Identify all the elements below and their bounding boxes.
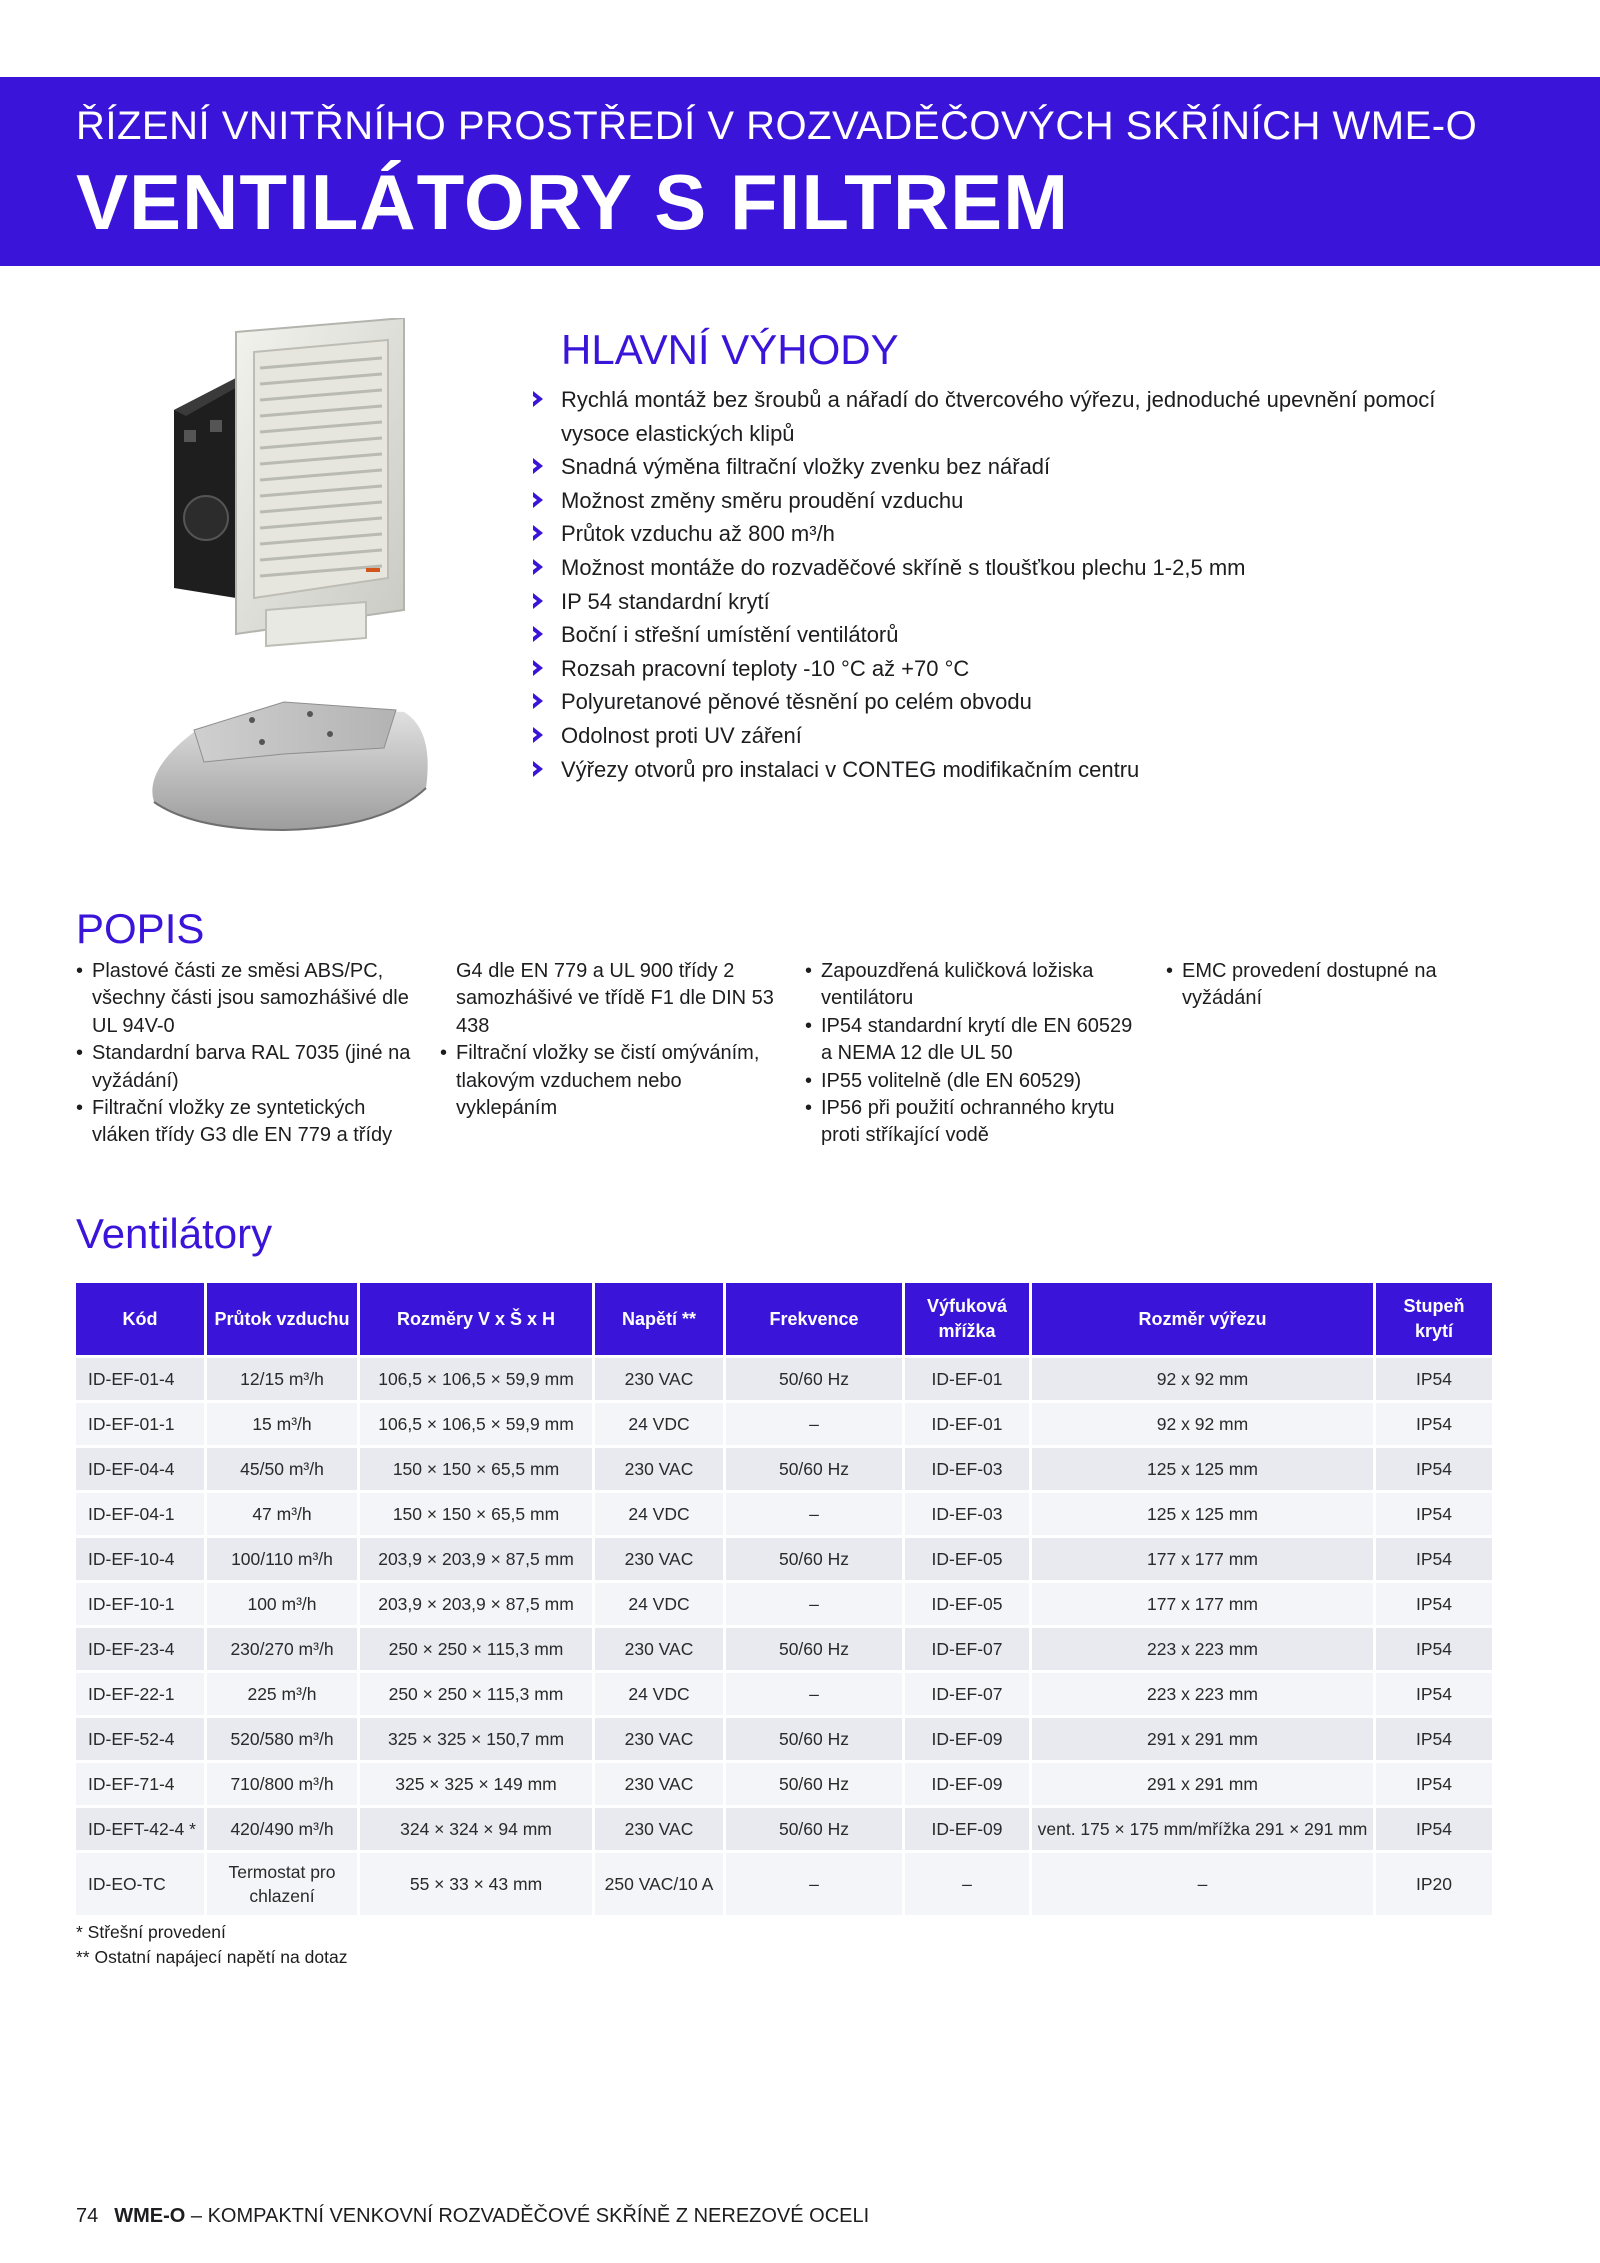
chevron-right-icon (531, 390, 545, 408)
table-cell: 250 × 250 × 115,3 mm (357, 1670, 592, 1715)
table-cell: IP54 (1373, 1625, 1492, 1670)
bullet-icon: • (440, 1042, 448, 1065)
list-item: Možnost změny směru proudění vzduchu (530, 484, 1490, 518)
table-cell: 92 x 92 mm (1029, 1400, 1373, 1445)
list-item: Výřezy otvorů pro instalaci v CONTEG modifikačním centru (530, 753, 1490, 787)
chevron-right-icon (531, 760, 545, 778)
description-title: POPIS (76, 905, 205, 952)
table-cell: ID-EF-05 (902, 1580, 1029, 1625)
footer-text: – KOMPAKTNÍ VENKOVNÍ ROZVADĚČOVÉ SKŘÍNĚ Z NEREZOVÉ OCELI (185, 2205, 870, 2227)
list-item: Boční i střešní umístění ventilátorů (530, 618, 1490, 652)
roof-fan-image (134, 690, 434, 840)
bullet-icon: • (76, 1042, 84, 1065)
table-cell: 203,9 × 203,9 × 87,5 mm (357, 1535, 592, 1580)
table-header-row (76, 1283, 1492, 1355)
chevron-right-icon (531, 592, 545, 610)
table-row (76, 1535, 1492, 1580)
table-cell: 106,5 × 106,5 × 59,9 mm (357, 1400, 592, 1445)
advantages-list (530, 383, 1490, 786)
table-cell: 325 × 325 × 149 mm (357, 1760, 592, 1805)
table-cell: Termostat pro chlazení (204, 1850, 357, 1915)
table-cell: 230 VAC (592, 1445, 723, 1490)
advantages-title: HLAVNÍ VÝHODY (561, 326, 899, 373)
table-cell: ID-EF-71-4 (76, 1760, 204, 1805)
table-cell: 24 VDC (592, 1490, 723, 1535)
table-cell: ID-EF-03 (902, 1445, 1029, 1490)
chevron-right-icon (531, 558, 545, 576)
table-cell: 100/110 m³/h (204, 1535, 357, 1580)
table-cell: 291 x 291 mm (1029, 1715, 1373, 1760)
table-cell: ID-EF-01 (902, 1400, 1029, 1445)
table-row (76, 1625, 1492, 1670)
list-item: • Filtrační vložky ze syntetických vláken třídy G3 dle EN 779 a třídy (76, 1097, 393, 1147)
table-cell: 223 x 223 mm (1029, 1670, 1373, 1715)
bullet-icon: • (76, 1097, 84, 1120)
list-item: • Standardní barva RAL 7035 (jiné na vyžádání) (76, 1042, 411, 1092)
list-item: • Plastové části ze směsi ABS/PC, všechny části jsou samozhášivé dle UL 94V-0 (76, 960, 409, 1037)
table-cell: 150 × 150 × 65,5 mm (357, 1490, 592, 1535)
table-row (76, 1355, 1492, 1400)
table-cell: ID-EF-07 (902, 1670, 1029, 1715)
table-cell: ID-EF-07 (902, 1625, 1029, 1670)
bullet-icon: • (805, 1014, 813, 1037)
table-cell: 230 VAC (592, 1625, 723, 1670)
table-cell: IP20 (1373, 1850, 1492, 1915)
table-cell: ID-EF-52-4 (76, 1715, 204, 1760)
table-cell: 50/60 Hz (723, 1535, 902, 1580)
column-header-cutout-size: Rozměr výřezu (1029, 1283, 1373, 1355)
table-cell: ID-EF-03 (902, 1490, 1029, 1535)
table-cell: IP54 (1373, 1355, 1492, 1400)
list-item: • Zapouzdřená kuličková ložiska ventilátoru (805, 960, 1094, 1010)
list-item: Polyuretanové pěnové těsnění po celém obvodu (530, 685, 1490, 719)
list-item: • IP55 volitelně (dle EN 60529) (805, 1068, 1145, 1095)
table-cell: ID-EF-01-4 (76, 1355, 204, 1400)
table-row (76, 1580, 1492, 1625)
table-cell: 50/60 Hz (723, 1715, 902, 1760)
table-cell: 45/50 m³/h (204, 1445, 357, 1490)
table-cell: 125 x 125 mm (1029, 1445, 1373, 1490)
page-footer (76, 2205, 869, 2228)
table-cell: 50/60 Hz (723, 1355, 902, 1400)
list-item: Rozsah pracovní teploty -10 °C až +70 °C (530, 652, 1490, 686)
table-cell: 250 × 250 × 115,3 mm (357, 1625, 592, 1670)
table-cell: 50/60 Hz (723, 1805, 902, 1850)
table-cell: 230 VAC (592, 1805, 723, 1850)
list-item: • IP54 standardní krytí dle EN 60529 a NEMA 12 dle UL 50 (805, 1014, 1133, 1065)
column-header-dimensions: Rozměry V x Š x H (357, 1283, 592, 1355)
table-cell: – (723, 1670, 902, 1715)
table-footnotes (76, 1920, 347, 1970)
table-cell: 24 VDC (592, 1670, 723, 1715)
table-cell: IP54 (1373, 1670, 1492, 1715)
column-header-protection: Stupeň krytí (1373, 1283, 1492, 1355)
table-row (76, 1445, 1492, 1490)
table-cell: 230 VAC (592, 1535, 723, 1580)
page-title: VENTILÁTORY S FILTREM (76, 158, 1070, 246)
chevron-right-icon (531, 659, 545, 677)
list-item: • Filtrační vložky se čistí omýváním, tlakovým vzduchem nebo vyklepáním (440, 1042, 760, 1120)
chevron-right-icon (531, 692, 545, 710)
table-cell: ID-EF-22-1 (76, 1670, 204, 1715)
table-row (76, 1805, 1492, 1850)
description-column-4 (1166, 958, 1506, 1013)
bullet-icon: • (805, 960, 813, 982)
bullet-icon: • (805, 1097, 813, 1120)
header-supertitle: ŘÍZENÍ VNITŘNÍHO PROSTŘEDÍ V ROZVADĚČOVÝCH SKŘÍNÍCH WME-O (76, 104, 1478, 148)
table-cell: 420/490 m³/h (204, 1805, 357, 1850)
table-cell: 230 VAC (592, 1715, 723, 1760)
table-cell: 325 × 325 × 150,7 mm (357, 1715, 592, 1760)
chevron-right-icon (531, 457, 545, 475)
list-item: • EMC provedení dostupné na vyžádání (1166, 960, 1437, 1010)
table-cell: 100 m³/h (204, 1580, 357, 1625)
list-item: Průtok vzduchu až 800 m³/h (530, 517, 1490, 551)
bullet-icon: • (805, 1069, 813, 1092)
table-cell: 15 m³/h (204, 1400, 357, 1445)
table-row (76, 1670, 1492, 1715)
fans-table (76, 1283, 1492, 1915)
header-band (0, 77, 1600, 266)
description-column-2 (440, 958, 780, 1122)
table-cell: IP54 (1373, 1760, 1492, 1805)
table-cell: ID-EF-23-4 (76, 1625, 204, 1670)
table-cell: – (723, 1490, 902, 1535)
table-cell: ID-EF-04-4 (76, 1445, 204, 1490)
table-cell: ID-EO-TC (76, 1850, 204, 1915)
footnote: * Střešní provedení (76, 1922, 226, 1942)
table-title: Ventilátory (76, 1210, 273, 1257)
table-cell: ID-EF-01-1 (76, 1400, 204, 1445)
table-cell: IP54 (1373, 1490, 1492, 1535)
table-cell: 150 × 150 × 65,5 mm (357, 1445, 592, 1490)
table-cell: 55 × 33 × 43 mm (357, 1850, 592, 1915)
table-cell: ID-EF-09 (902, 1715, 1029, 1760)
table-cell: – (723, 1850, 902, 1915)
table-cell: IP54 (1373, 1715, 1492, 1760)
table-cell: vent. 175 × 175 mm/mřížka 291 × 291 mm (1029, 1805, 1373, 1850)
list-item: Možnost montáže do rozvaděčové skříně s tloušťkou plechu 1-2,5 mm (530, 551, 1490, 585)
table-cell: 50/60 Hz (723, 1445, 902, 1490)
table-cell: 24 VDC (592, 1400, 723, 1445)
table-cell: 125 x 125 mm (1029, 1490, 1373, 1535)
bullet-icon: • (76, 960, 84, 982)
table-cell: 291 x 291 mm (1029, 1760, 1373, 1805)
column-header-airflow: Průtok vzduchu (204, 1283, 357, 1355)
table-cell: – (1029, 1850, 1373, 1915)
table-cell: IP54 (1373, 1805, 1492, 1850)
column-header-voltage: Napětí ** (592, 1283, 723, 1355)
table-row (76, 1400, 1492, 1445)
table-cell: 92 x 92 mm (1029, 1355, 1373, 1400)
table-cell: – (723, 1400, 902, 1445)
table-cell: ID-EF-10-4 (76, 1535, 204, 1580)
table-cell: 230/270 m³/h (204, 1625, 357, 1670)
table-cell: 250 VAC/10 A (592, 1850, 723, 1915)
table-cell: – (902, 1850, 1029, 1915)
column-header-frequency: Frekvence (723, 1283, 902, 1355)
description-column-1 (76, 958, 416, 1150)
table-cell: IP54 (1373, 1400, 1492, 1445)
table-row (76, 1850, 1492, 1915)
table-cell: 225 m³/h (204, 1670, 357, 1715)
table-cell: ID-EF-01 (902, 1355, 1029, 1400)
table-row (76, 1760, 1492, 1805)
table-cell: 106,5 × 106,5 × 59,9 mm (357, 1355, 592, 1400)
list-item: IP 54 standardní krytí (530, 585, 1490, 619)
table-cell: ID-EF-05 (902, 1535, 1029, 1580)
footnote: ** Ostatní napájecí napětí na dotaz (76, 1947, 348, 1967)
bullet-icon: • (1166, 960, 1174, 982)
chevron-right-icon (531, 625, 545, 643)
table-cell: 230 VAC (592, 1760, 723, 1805)
table-cell: 710/800 m³/h (204, 1760, 357, 1805)
table-cell: ID-EFT-42-4 * (76, 1805, 204, 1850)
column-header-code: Kód (76, 1283, 204, 1355)
table-row (76, 1715, 1492, 1760)
list-item: Odolnost proti UV záření (530, 719, 1490, 753)
table-cell: 177 x 177 mm (1029, 1535, 1373, 1580)
table-cell: ID-EF-09 (902, 1760, 1029, 1805)
table-cell: IP54 (1373, 1445, 1492, 1490)
table-row (76, 1490, 1492, 1535)
footer-product: WME-O (114, 2205, 186, 2227)
list-item-continuation: G4 dle EN 779 a UL 900 třídy 2 samozhášivé ve třídě F1 dle DIN 53 438 (456, 960, 774, 1037)
table-cell: ID-EF-09 (902, 1805, 1029, 1850)
chevron-right-icon (531, 491, 545, 509)
column-header-exhaust-grille: Výfuková mřížka (902, 1283, 1029, 1355)
table-cell: 50/60 Hz (723, 1760, 902, 1805)
table-cell: 177 x 177 mm (1029, 1580, 1373, 1625)
chevron-right-icon (531, 524, 545, 542)
list-item: Rychlá montáž bez šroubů a nářadí do čtvercového výřezu, jednoduché upevnění pomocí vysoce elastických klipů (530, 383, 1490, 450)
table-cell: 203,9 × 203,9 × 87,5 mm (357, 1580, 592, 1625)
table-cell: 12/15 m³/h (204, 1355, 357, 1400)
table-cell: 223 x 223 mm (1029, 1625, 1373, 1670)
table-cell: – (723, 1580, 902, 1625)
table-cell: IP54 (1373, 1580, 1492, 1625)
table-cell: 324 × 324 × 94 mm (357, 1805, 592, 1850)
table-cell: 24 VDC (592, 1580, 723, 1625)
table-cell: IP54 (1373, 1535, 1492, 1580)
table-cell: 50/60 Hz (723, 1625, 902, 1670)
table-cell: 230 VAC (592, 1355, 723, 1400)
chevron-right-icon (531, 726, 545, 744)
description-column-3 (805, 958, 1145, 1150)
list-item: Snadná výměna filtrační vložky zvenku bez nářadí (530, 450, 1490, 484)
table-cell: ID-EF-04-1 (76, 1490, 204, 1535)
table-cell: 47 m³/h (204, 1490, 357, 1535)
wall-fan-filter-image (166, 318, 410, 648)
page-number: 74 (76, 2205, 99, 2227)
list-item: • IP56 při použití ochranného krytu proti stříkající vodě (805, 1097, 1115, 1147)
table-cell: 520/580 m³/h (204, 1715, 357, 1760)
table-cell: ID-EF-10-1 (76, 1580, 204, 1625)
